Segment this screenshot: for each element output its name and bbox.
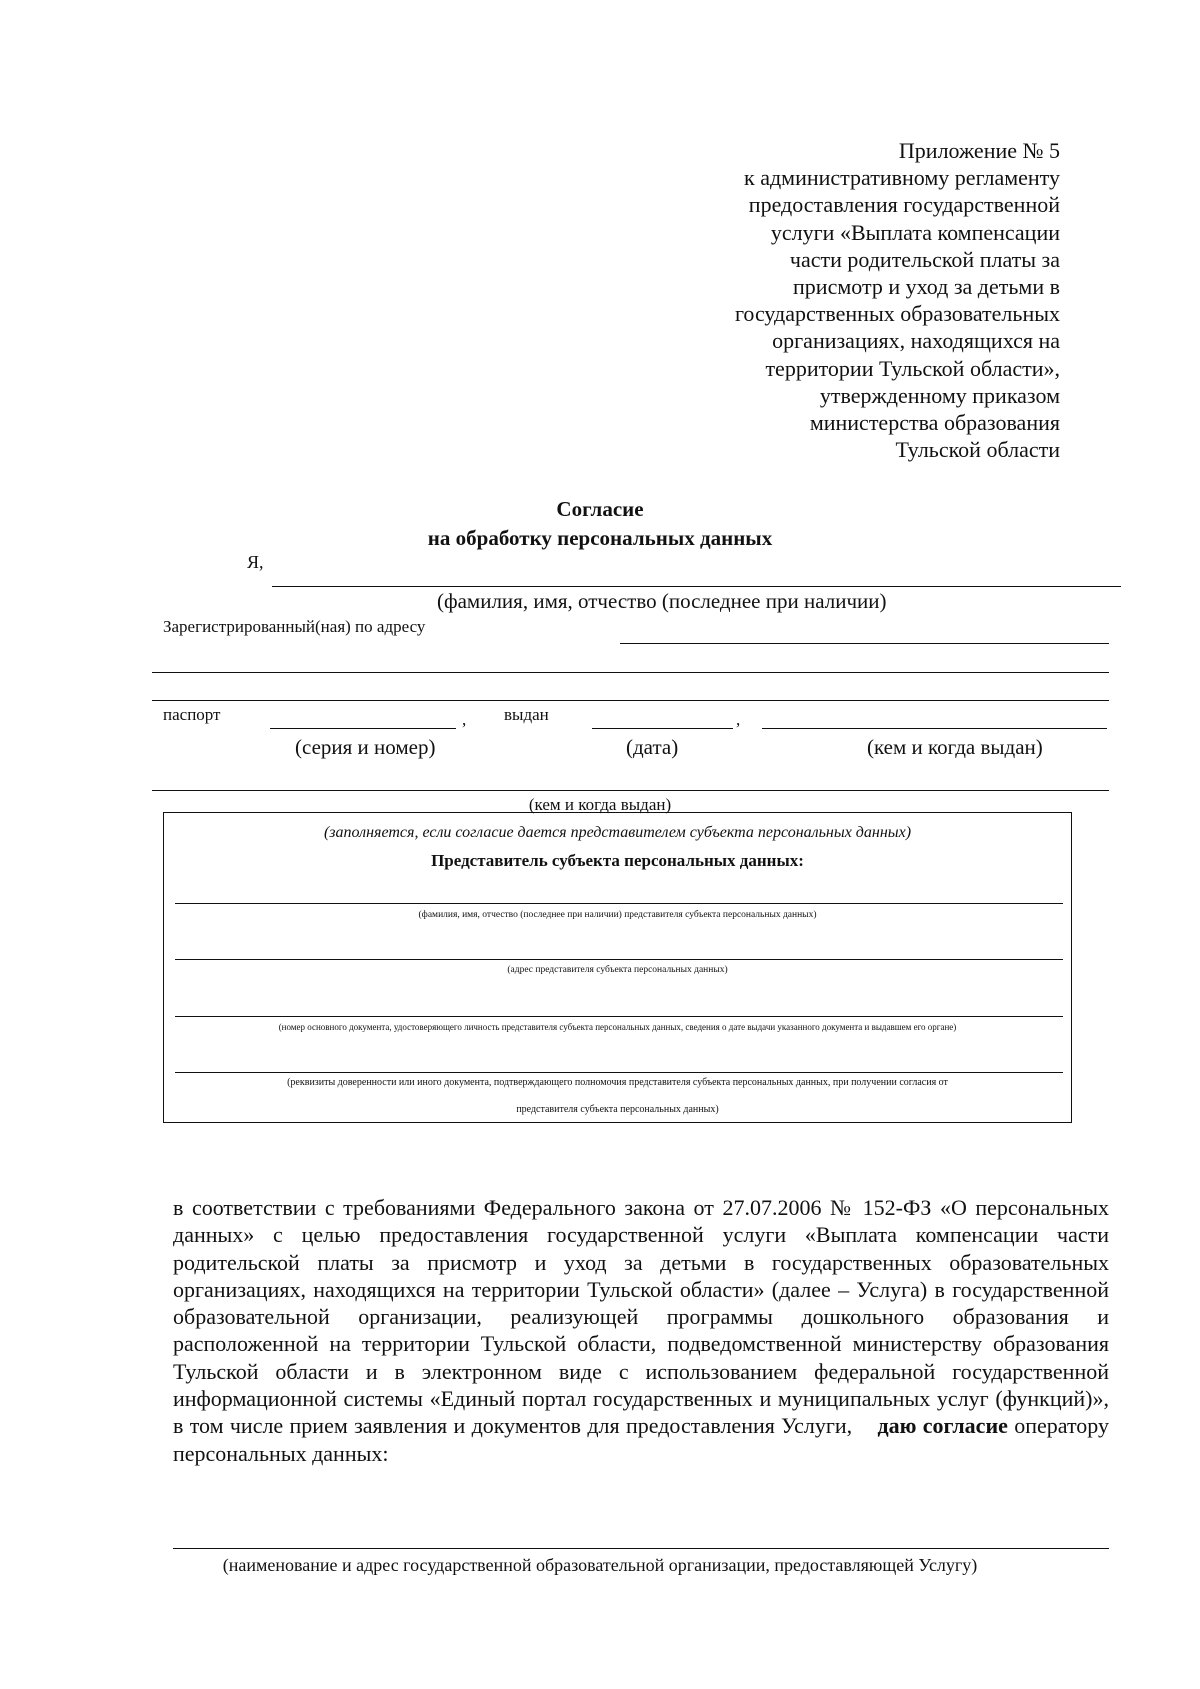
fio-input-line[interactable] [272,586,1121,587]
comma: , [736,710,741,729]
ya-label: Я, [247,552,264,572]
representative-document-line[interactable] [175,1016,1063,1017]
passport-date-input-line[interactable] [592,728,733,729]
registered-address-label: Зарегистрированный(ная) по адресу [163,617,426,636]
representative-fio-line[interactable] [175,903,1063,904]
appendix-line: к административному регламенту [744,165,1060,191]
consent-text: в соответствии с требованиями Федерального закона от 27.07.2006 № 152-ФЗ «О персональных данных» с целью предоставления государственной услуги «Выплата компенсации части родительской платы за присмотр и уход за детьми в государственных образовательных организациях, находящихся на территории Тульской области» (далее – Услуга) в государственной образовательной организации, реализующей программы дошкольного образования и расположенной на территории Тульской области, подведомственной министерству образования Тульской области и в электронном виде с использованием федеральной государственной информационной системы «Единый портал государственных и муниципальных услуг (функций)», в том числе прием заявления и документов для предоставления Услуги, [173,1195,1109,1439]
document-subtitle: на обработку персональных данных [427,526,773,550]
consent-paragraph [173,1194,1109,1467]
representative-address-line[interactable] [175,959,1063,960]
appendix-line: Приложение № 5 [898,138,1060,163]
passport-series-input-line[interactable] [270,728,456,729]
issuer-caption: (кем и когда выдан) [867,735,1043,759]
address-input-line-3[interactable] [152,700,1109,701]
representative-address-caption: (адрес представителя субъекта персональных данных) [507,965,728,975]
issuer-input-line-2[interactable] [152,790,1109,791]
issuer-caption-2: (кем и когда выдан) [528,795,672,814]
representative-note: (заполняется, если согласие дается представителем субъекта персональных данных) [323,824,912,841]
representative-box [163,812,1072,1123]
appendix-line: Тульской области [895,437,1060,463]
consent-bold: даю согласие [877,1413,1008,1439]
appendix-header [600,137,1060,463]
organization-input-line[interactable] [173,1548,1109,1549]
address-input-line-1[interactable] [620,643,1109,644]
comma: , [462,710,467,729]
issued-label: выдан [504,705,549,724]
appendix-line: утвержденному приказом [819,382,1060,408]
passport-issuer-input-line[interactable] [762,728,1107,729]
representative-fio-caption: (фамилия, имя, отчество (последнее при наличии) представителя субъекта персональных данных) [418,910,817,920]
appendix-line: части родительской платы за [789,246,1060,272]
organization-caption: (наименование и адрес государственной образовательной организации, предоставляющей Услугу) [222,1555,978,1575]
appendix-line: министерства образования [809,410,1060,436]
document-title: Согласие [556,497,644,521]
date-caption: (дата) [626,735,679,759]
series-caption: (серия и номер) [295,735,436,759]
appendix-line: организациях, находящихся на [772,328,1060,354]
appendix-line: территории Тульской области», [765,355,1060,381]
appendix-line: услуги «Выплата компенсации [770,219,1060,245]
fio-caption: (фамилия, имя, отчество (последнее при наличии) [437,589,887,613]
passport-label: паспорт [163,705,221,724]
representative-poa-caption: (реквизиты доверенности или иного документа, подтверждающего полномочия представителя субъекта персональных данных, при получении согласия от [287,1077,948,1088]
appendix-line: предоставления государственной [748,192,1060,218]
representative-heading: Представитель субъекта персональных данных: [431,851,804,870]
representative-poa-line[interactable] [175,1072,1063,1073]
appendix-line: государственных образовательных [734,301,1060,327]
appendix-line: присмотр и уход за детьми в [793,274,1060,300]
address-input-line-2[interactable] [152,672,1109,673]
representative-document-caption: (номер основного документа, удостоверяющего личность представителя субъекта персональных данных, сведения о дате выдачи указанного документа и выдавшем его органе) [278,1022,957,1032]
consent-text-end: оператору персональных данных: [173,1413,1109,1466]
representative-poa-caption-2: представителя субъекта персональных данных) [516,1104,719,1115]
